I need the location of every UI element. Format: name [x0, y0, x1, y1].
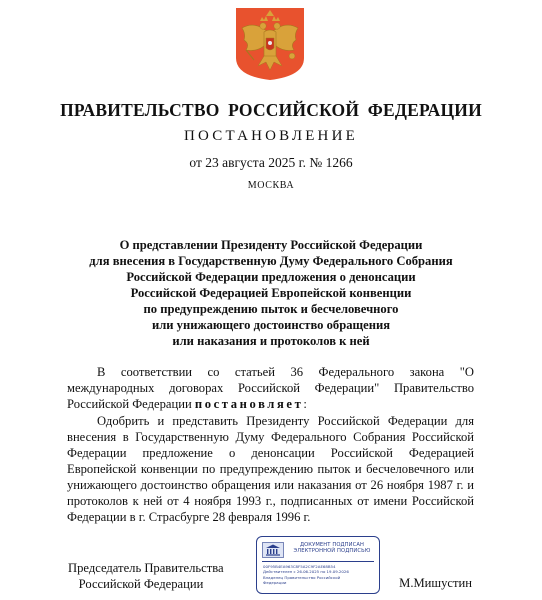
- subject-line: О представлении Президенту Российской Федерации: [119, 238, 423, 252]
- position-line: Российской Федерации: [78, 577, 204, 591]
- document-type: ПОСТАНОВЛЕНИЕ: [184, 128, 358, 144]
- stamp-validity: Действителен с 26.06.2025 по 19.09.2026: [263, 569, 349, 575]
- coat-of-arms-emblem: [234, 6, 306, 82]
- stamp-title: [287, 542, 377, 554]
- decree-word: постановляет: [194, 397, 304, 411]
- subject-line: Российской Федерации предложения о денонсации: [126, 270, 416, 284]
- signatory-name: М.Мишустин: [399, 576, 472, 590]
- document-city: МОСКВА: [247, 180, 295, 191]
- stamp-title-line: ЭЛЕКТРОННОЙ ПОДПИСЬЮ: [293, 548, 371, 555]
- subject-line: Российской Федерацией Европейской конвенции: [130, 286, 412, 300]
- signatory-position: [68, 560, 224, 592]
- subject-line: или наказания и протоколов к ней: [172, 334, 370, 348]
- stamp-owner-line2: Федерации: [263, 580, 287, 586]
- stamp-divider: [262, 561, 374, 562]
- subject-line: для внесения в Государственную Думу Федерального Собрания: [89, 254, 453, 268]
- preamble-text: В соответствии со статьей 36 Федерального закона "О международных договорах Российской Федерации" Правительство Российской Федерации: [67, 365, 474, 411]
- preamble-paragraph: [67, 364, 474, 412]
- subject-line: по предупреждению пыток и бесчеловечного: [143, 302, 399, 316]
- stamp-certificate-info: [263, 564, 375, 586]
- operative-paragraph: Одобрить и представить Президенту Российской Федерации для внесения в Государственную Думу Федерального Собрания Российской Федерации предложение о денонсации Российской Федерацией Европейской конвенции по предупреждению пыток и бесчеловечного или унижающего достоинство обращения или наказания от 26 ноября 1987 г. и протоколов к ней от 4 ноября 1993 г., подписанных от имени Российской Федерации в г. Страсбурге 28 февраля 1996 г.: [67, 414, 474, 524]
- position-line: Председатель Правительства: [68, 561, 224, 575]
- stamp-owner: Владелец Правительство Российской: [263, 574, 341, 580]
- stamp-title-line: ДОКУМЕНТ ПОДПИСАН: [299, 542, 365, 548]
- document-date-number: от 23 августа 2025 г. № 1266: [189, 155, 353, 170]
- preamble-colon: :: [303, 397, 307, 411]
- stamp-certificate: 00F95B4EA963C8F5A2C9F2AE68B54: [263, 564, 336, 569]
- electronic-signature-stamp: [256, 536, 380, 594]
- document-subject: [40, 237, 502, 349]
- subject-line: или унижающего достоинство обращения: [151, 318, 391, 332]
- government-building-icon: [262, 542, 284, 558]
- government-title: ПРАВИТЕЛЬСТВО РОССИЙСКОЙ ФЕДЕРАЦИИ: [60, 100, 482, 120]
